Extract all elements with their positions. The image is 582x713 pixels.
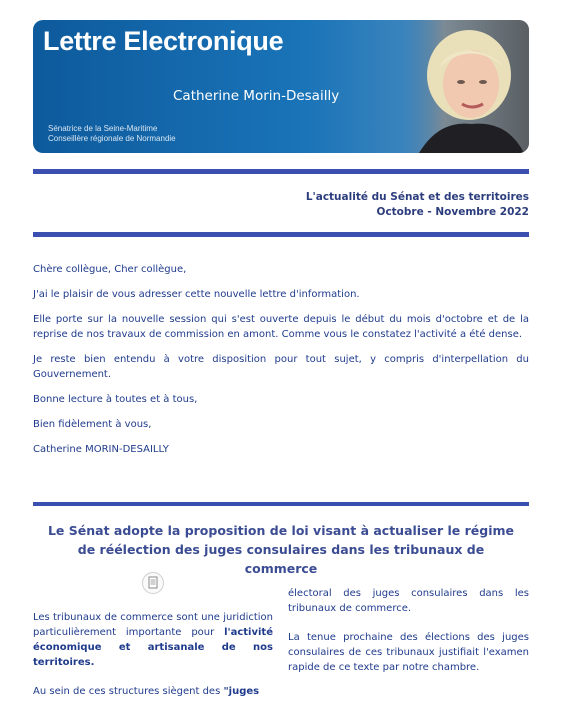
article-text: Au sein de ces structures siègent des [33, 686, 224, 697]
divider-header [33, 232, 529, 237]
article-emphasis: l'activité économique et artisanale de nos territoires. [33, 627, 273, 668]
intro-letter [33, 262, 529, 467]
role-line-2: Conseillère régionale de Normandie [48, 134, 176, 143]
letter-paragraph: Je reste bien entendu à votre disposition pour tout sujet, y compris d'interpellation du Gouvernement. [33, 354, 529, 380]
article-column-right [288, 586, 529, 689]
divider-article [33, 502, 529, 506]
article-paragraph: La tenue prochaine des élections des juges consulaires de ces tribunaux justifiait l'examen rapide de ce texte par notre chambre. [288, 632, 529, 673]
header-banner [33, 20, 529, 153]
letter-paragraph: Elle porte sur la nouvelle session qui s'est ouverte depuis le début du mois d'octobre et de la reprise de nos travaux de commission en amont. Comme vous le constatez l'activité a été dense. [33, 314, 529, 340]
role-line-1: Sénatrice de la Seine-Maritime [48, 124, 158, 133]
article-paragraph [33, 684, 273, 699]
divider-top [33, 169, 529, 174]
article-title[interactable]: Le Sénat adopte la proposition de loi visant à actualiser le régime de réélection des juges consulaires dans les tribunaux de commerce [47, 523, 515, 576]
closing-line: Bonne lecture à toutes et à tous, [33, 394, 198, 405]
article-paragraph [33, 610, 273, 670]
closing-line: Bien fidèlement à vous, [33, 419, 152, 430]
issue-date: Octobre - Novembre 2022 [376, 206, 529, 218]
portrait-photo [399, 20, 529, 153]
signature: Catherine MORIN-DESAILLY [33, 444, 169, 455]
senator-roles [48, 124, 176, 144]
issue-header [306, 190, 529, 220]
issue-subtitle: L'actualité du Sénat et des territoires [305, 191, 529, 203]
article-paragraph: électoral des juges consulaires dans les tribunaux de commerce. [288, 588, 529, 614]
greeting: Chère collègue, Cher collègue, [33, 264, 187, 275]
senator-name: Catherine Morin-Desailly [173, 88, 340, 104]
newsletter-title: Lettre Electronique [43, 26, 284, 56]
article-emphasis: "juges [223, 686, 260, 697]
document-icon[interactable] [142, 572, 164, 594]
article-text: Les tribunaux de commerce sont une juridiction particulièrement importante pour [33, 612, 273, 638]
letter-paragraph: J'ai le plaisir de vous adresser cette nouvelle lettre d'information. [33, 289, 360, 300]
